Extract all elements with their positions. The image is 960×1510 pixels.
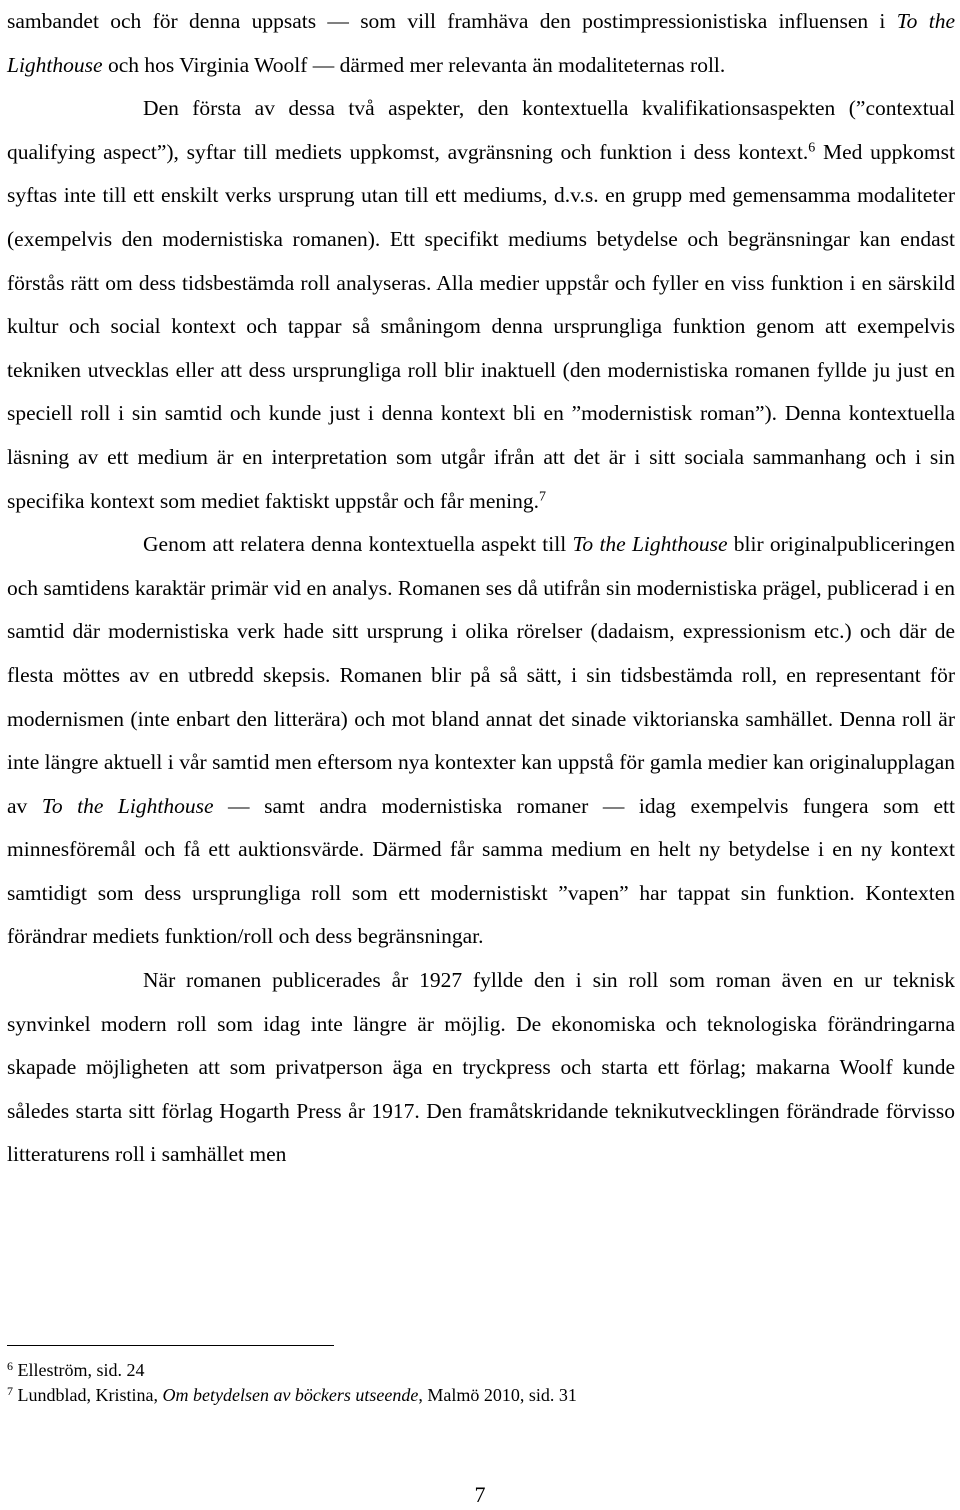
footnote-7 <box>7 1383 955 1408</box>
italic-title: To the Lighthouse <box>7 9 956 77</box>
text-run: Med uppkomst syftas inte till ett enskilt verks ursprung utan till ett mediums, d.v.s. en grupp med gemensamma modaliteter (exempelvis den modernistiska romanen). Ett specifikt mediums betydelse och begränsningar kan endast förstås rätt om dess tidsbestämda roll analyseras. Alla medier uppstår och fyller en viss funktion i en särskild kultur och social kontext och tappar så småningom denna ursprungliga funktion genom att exempelvis tekniken utvecklas eller att dess ursprungliga roll blir inaktuell (den modernistiska romanen fyllde ju just en speciell roll i sin samtid och kunde just i denna kontext bli en ”modernistisk roman”). Denna kontextuella läsning av ett medium är en interpretation som utgår ifrån att det är i sitt sociala sammanhang och i sin specifika kontext som mediet faktiskt uppstår och får mening. <box>7 139 955 513</box>
text-run: sambandet och för denna uppsats — som vill framhäva den postimpressionistiska influensen i <box>7 9 897 33</box>
italic-title: Om betydelsen av böckers utseende <box>162 1384 419 1405</box>
body-text <box>7 0 955 1177</box>
footnote-reference: 7 <box>539 488 546 504</box>
footnote-separator <box>7 1345 334 1346</box>
page-number: 7 <box>474 1482 486 1507</box>
footnote-text <box>18 1385 577 1405</box>
footnote-number: 6 <box>7 1359 13 1373</box>
footnote-text <box>18 1360 145 1380</box>
document-page <box>7 0 955 1177</box>
text-run: och hos Virginia Woolf — därmed mer relevanta än modaliteternas roll. <box>102 52 726 77</box>
text-run: , Malmö 2010, sid. 31 <box>418 1384 577 1405</box>
text-run: Elleström, sid. 24 <box>17 1360 145 1380</box>
paragraph-2 <box>7 87 955 523</box>
text-run: När romanen publicerades år 1927 fyllde den i sin roll som roman även en ur teknisk synvinkel modern roll som idag inte längre är möjlig. De ekonomiska och teknologiska förändringarna skapade möjligheten att som privatperson äga en tryckpress och starta ett förlag; makarna Woolf kunde således starta sitt förlag Hogarth Press år 1917. Den framåtskridande teknikutvecklingen förändrade förvisso litteraturens roll i samhället men <box>7 968 955 1167</box>
footnote-reference: 6 <box>808 140 816 156</box>
italic-title: To the Lighthouse <box>572 532 728 557</box>
paragraph-3 <box>7 523 955 959</box>
footnotes <box>7 1358 955 1407</box>
text-run: Den första av dessa två aspekter, den kontextuella kvalifikationsaspekten (”contextual qualifying aspect”), syftar till mediets uppkomst, avgränsning och funktion i dess kontext. <box>7 96 955 164</box>
text-run: Lundblad, Kristina, <box>17 1384 163 1405</box>
text-run: — samt andra modernistiska romaner — idag exempelvis fungera som ett minnesföremål och få ett auktionsvärde. Därmed får samma medium en helt ny betydelse i en ny kontext samtidigt som dess ursprungliga roll som ett modernistiskt ”vapen” har tappat sin funktion. Kontexten förändrar mediets funktion/roll och dess begränsningar. <box>7 793 955 949</box>
text-run: Genom att relatera denna kontextuella aspekt till <box>143 532 573 557</box>
paragraph-4 <box>7 959 955 1177</box>
footnote-number: 7 <box>7 1383 13 1398</box>
paragraph-1 <box>7 0 955 87</box>
footnote-6 <box>7 1358 955 1383</box>
text-run: blir originalpubliceringen och samtidens karaktär primär vid en analys. Romanen ses då utifrån sin modernistiska prägel, publicerad i en samtid där modernistiska verk hade sitt ursprung i olika rörelser (dadaism, expressionism etc.) och där de flesta möttes av en utbredd skepsis. Romanen blir på så sätt, i sin tidsbestämda roll, en representant för modernismen (inte enbart den litterära) och mot bland annat det sinade viktorianska samhället. Denna roll är inte längre aktuell i vår samtid men eftersom nya kontexter kan uppstå för gamla medier kan originalupplagan av <box>7 532 955 818</box>
italic-title: To the Lighthouse <box>41 793 214 818</box>
